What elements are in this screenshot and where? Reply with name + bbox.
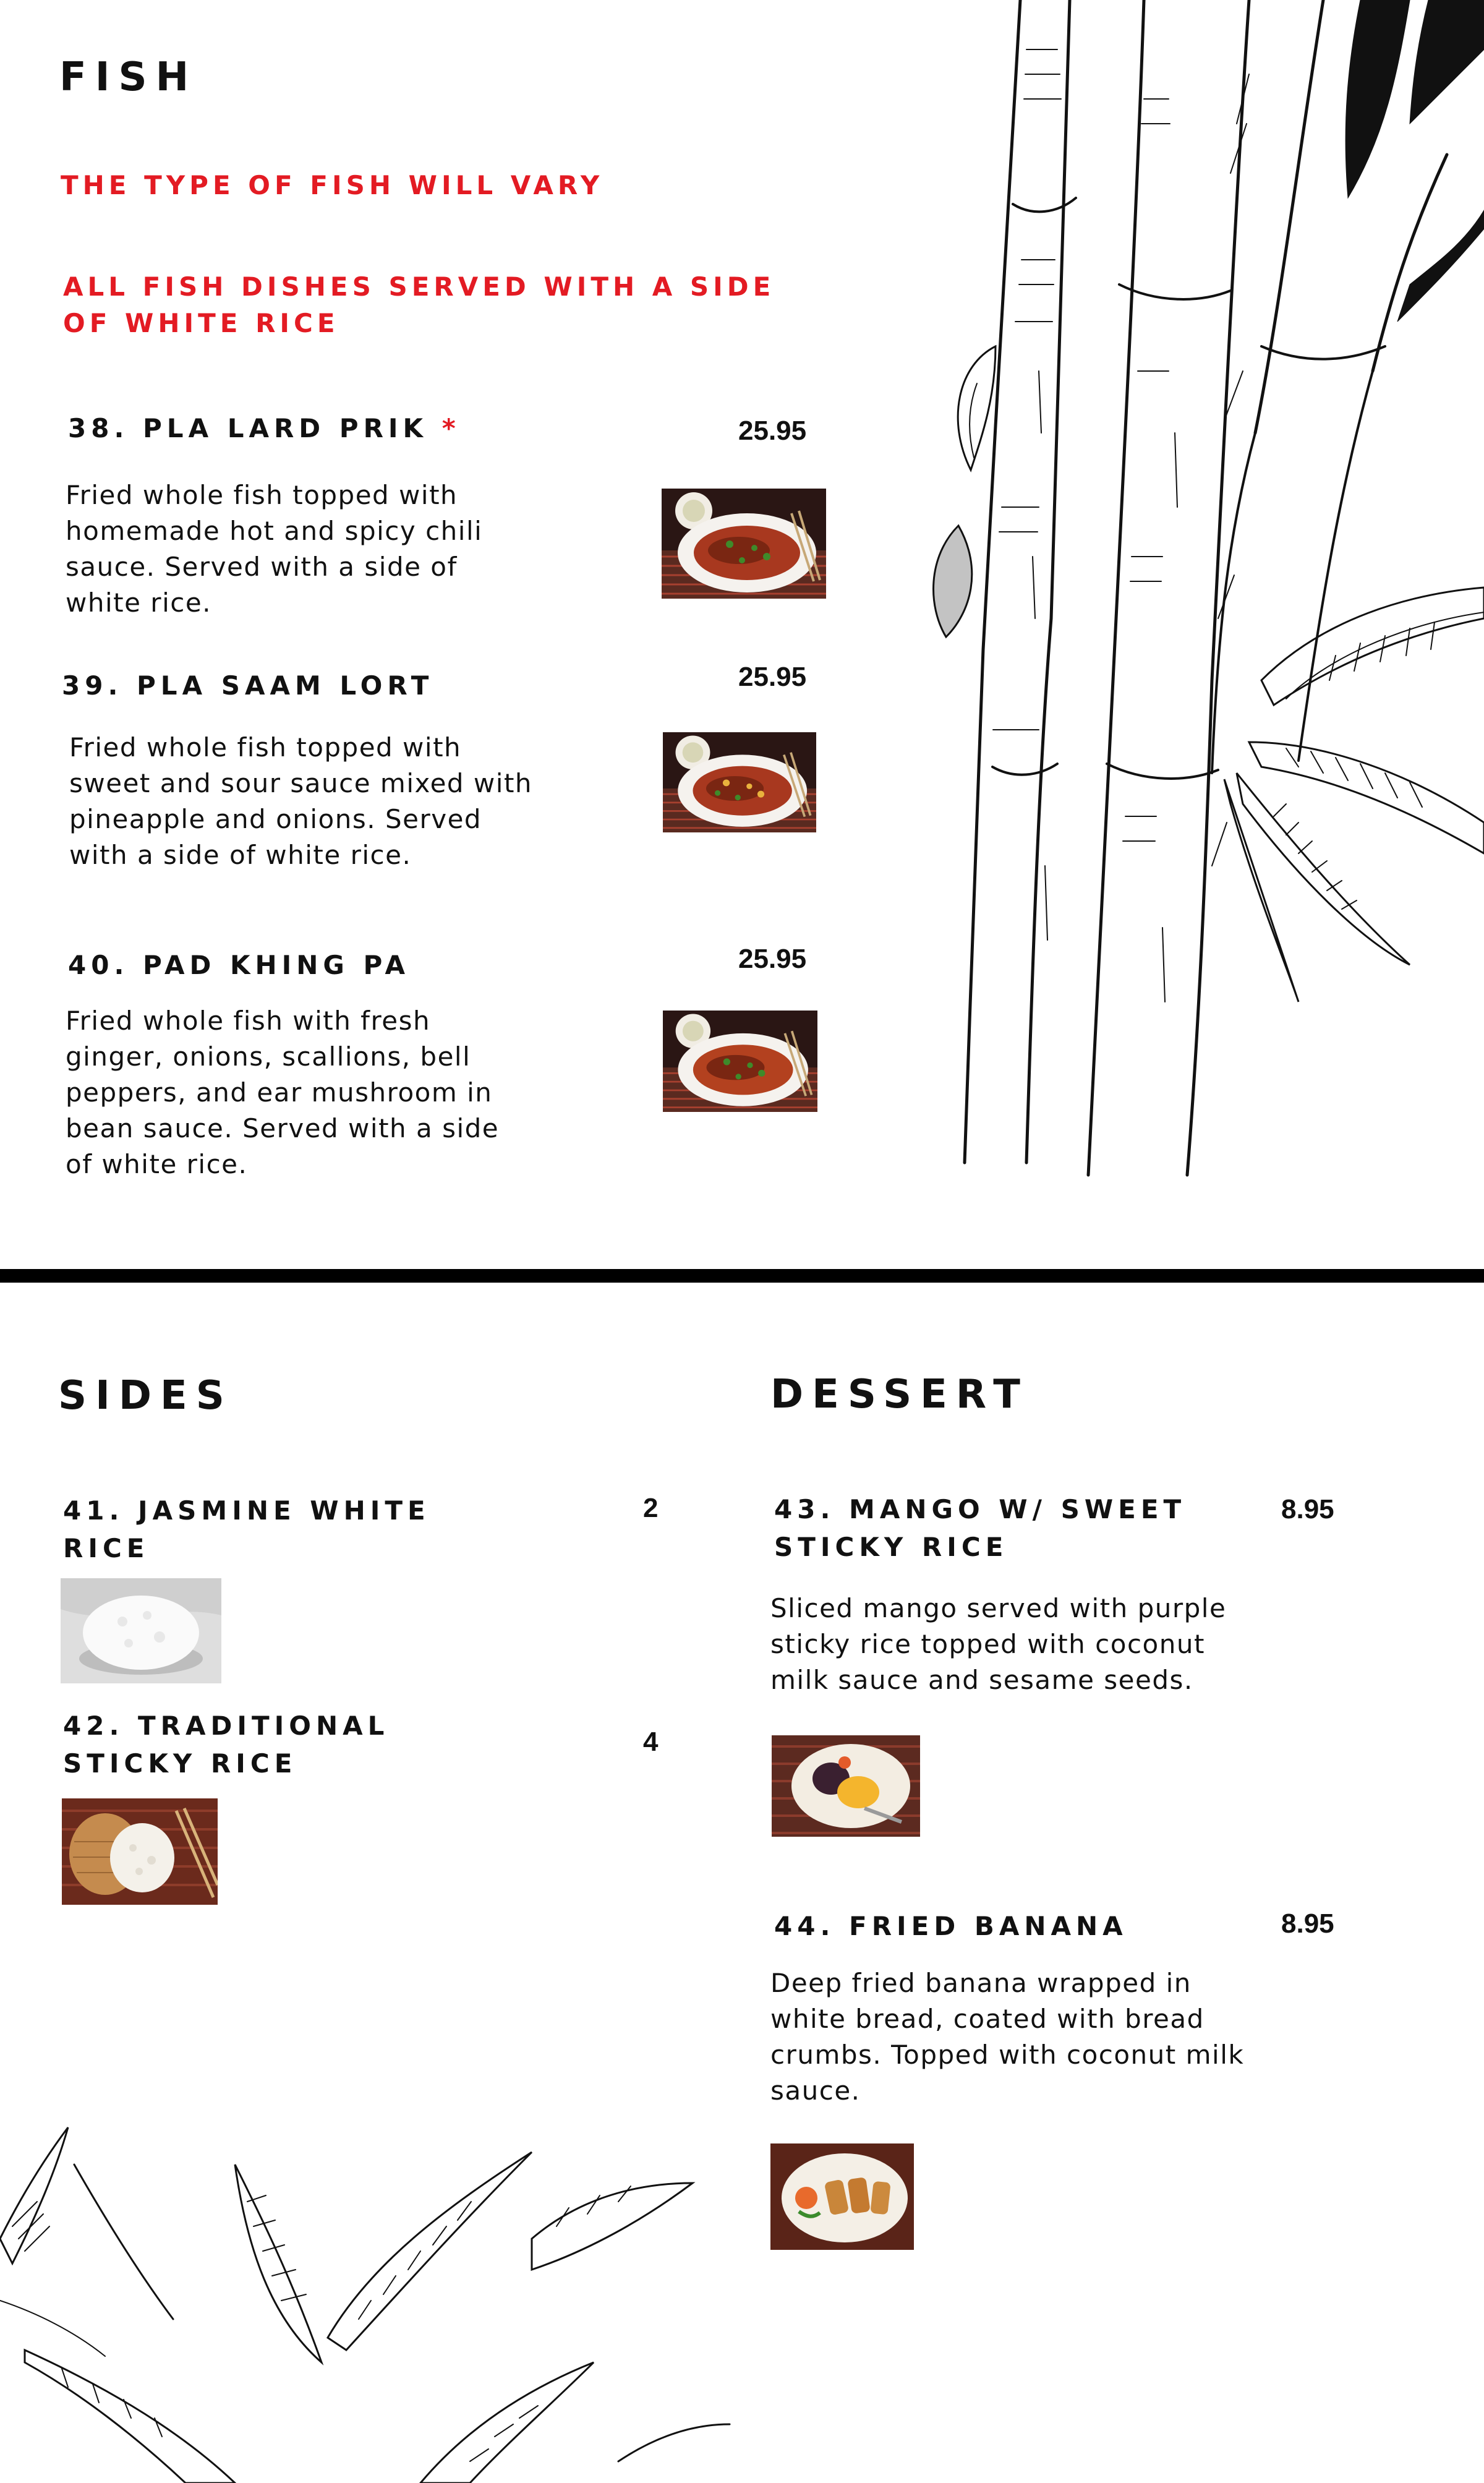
fried-banana-photo [770, 2143, 914, 2250]
bamboo-sketch-illustration [853, 0, 1484, 1187]
menu-item-description [69, 730, 532, 873]
description-line: of white rice. [66, 1149, 248, 1179]
menu-item-description [66, 477, 482, 621]
menu-item-price: 8.95 [1281, 1494, 1334, 1524]
white-rice-bowl-photo [61, 1578, 221, 1683]
description-line: sauce. [770, 2075, 861, 2106]
description-line: sticky rice topped with coconut [770, 1629, 1205, 1659]
description-line: sauce. Served with a side of [66, 552, 458, 582]
spicy-mark: * [441, 413, 461, 443]
fried-fish-plate-photo [662, 489, 826, 599]
description-line: homemade hot and spicy chili [66, 516, 483, 546]
menu-item-price: 25.95 [738, 662, 807, 692]
menu-item-price: 4 [643, 1727, 659, 1757]
description-line: peppers, and ear mushroom in [66, 1077, 493, 1108]
description-line: crumbs. Topped with coconut milk [770, 2040, 1245, 2070]
description-line: with a side of white rice. [69, 840, 412, 870]
description-line: Fried whole fish with fresh [66, 1006, 431, 1036]
menu-item-description [770, 1591, 1226, 1698]
title-line: STICKY RICE [774, 1532, 1009, 1562]
mango-sticky-rice-photo [772, 1735, 920, 1837]
description-line: Deep fried banana wrapped in [770, 1968, 1192, 1998]
title-line: 41. JASMINE WHITE [63, 1495, 430, 1526]
fish-rice-note-line: ALL FISH DISHES SERVED WITH A SIDE [63, 271, 775, 302]
description-line: Sliced mango served with purple [770, 1593, 1227, 1623]
menu-item-title [68, 409, 461, 447]
description-line: pineapple and onions. Served [69, 804, 482, 834]
title-line: RICE [63, 1533, 150, 1563]
description-line: bean sauce. Served with a side [66, 1113, 500, 1143]
leaves-sketch-illustration [0, 2115, 742, 2483]
menu-item-title [774, 1490, 1186, 1566]
menu-item-title: 40. PAD KHING PA [68, 950, 410, 980]
description-line: white rice. [66, 588, 212, 618]
sticky-rice-basket-photo [62, 1798, 218, 1905]
fish-heading: FISH [59, 54, 198, 100]
fried-fish-plate-photo [663, 1011, 817, 1112]
description-line: sweet and sour sauce mixed with [69, 768, 533, 798]
menu-item-price: 8.95 [1281, 1908, 1334, 1939]
menu-item-title-text: 38. PLA LARD PRIK [68, 413, 429, 443]
menu-item-price: 25.95 [738, 416, 807, 446]
sides-heading: SIDES [58, 1373, 233, 1419]
menu-item-title [63, 1707, 389, 1782]
menu-item-price: 25.95 [738, 944, 807, 974]
title-line: 43. MANGO W/ SWEET [774, 1494, 1187, 1524]
description-line: Fried whole fish topped with [69, 732, 462, 763]
section-divider [0, 1269, 1484, 1283]
menu-item-description [66, 1003, 499, 1182]
description-line: milk sauce and sesame seeds. [770, 1665, 1193, 1695]
title-line: 42. TRADITIONAL [63, 1711, 390, 1741]
description-line: white bread, coated with bread [770, 2004, 1205, 2034]
fish-rice-note-line: OF WHITE RICE [63, 308, 339, 338]
dessert-heading: DESSERT [770, 1372, 1029, 1417]
menu-item-description [770, 1965, 1244, 2109]
fish-rice-note [63, 268, 775, 341]
description-line: Fried whole fish topped with [66, 480, 458, 510]
menu-item-title: 44. FRIED BANANA [774, 1911, 1128, 1941]
menu-item-title: 39. PLA SAAM LORT [62, 670, 434, 701]
menu-item-price: 2 [643, 1493, 659, 1523]
title-line: STICKY RICE [63, 1748, 297, 1779]
menu-item-title [63, 1492, 430, 1567]
description-line: ginger, onions, scallions, bell [66, 1041, 471, 1072]
fried-fish-plate-photo [663, 732, 816, 832]
fish-variety-note: THE TYPE OF FISH WILL VARY [61, 170, 604, 200]
